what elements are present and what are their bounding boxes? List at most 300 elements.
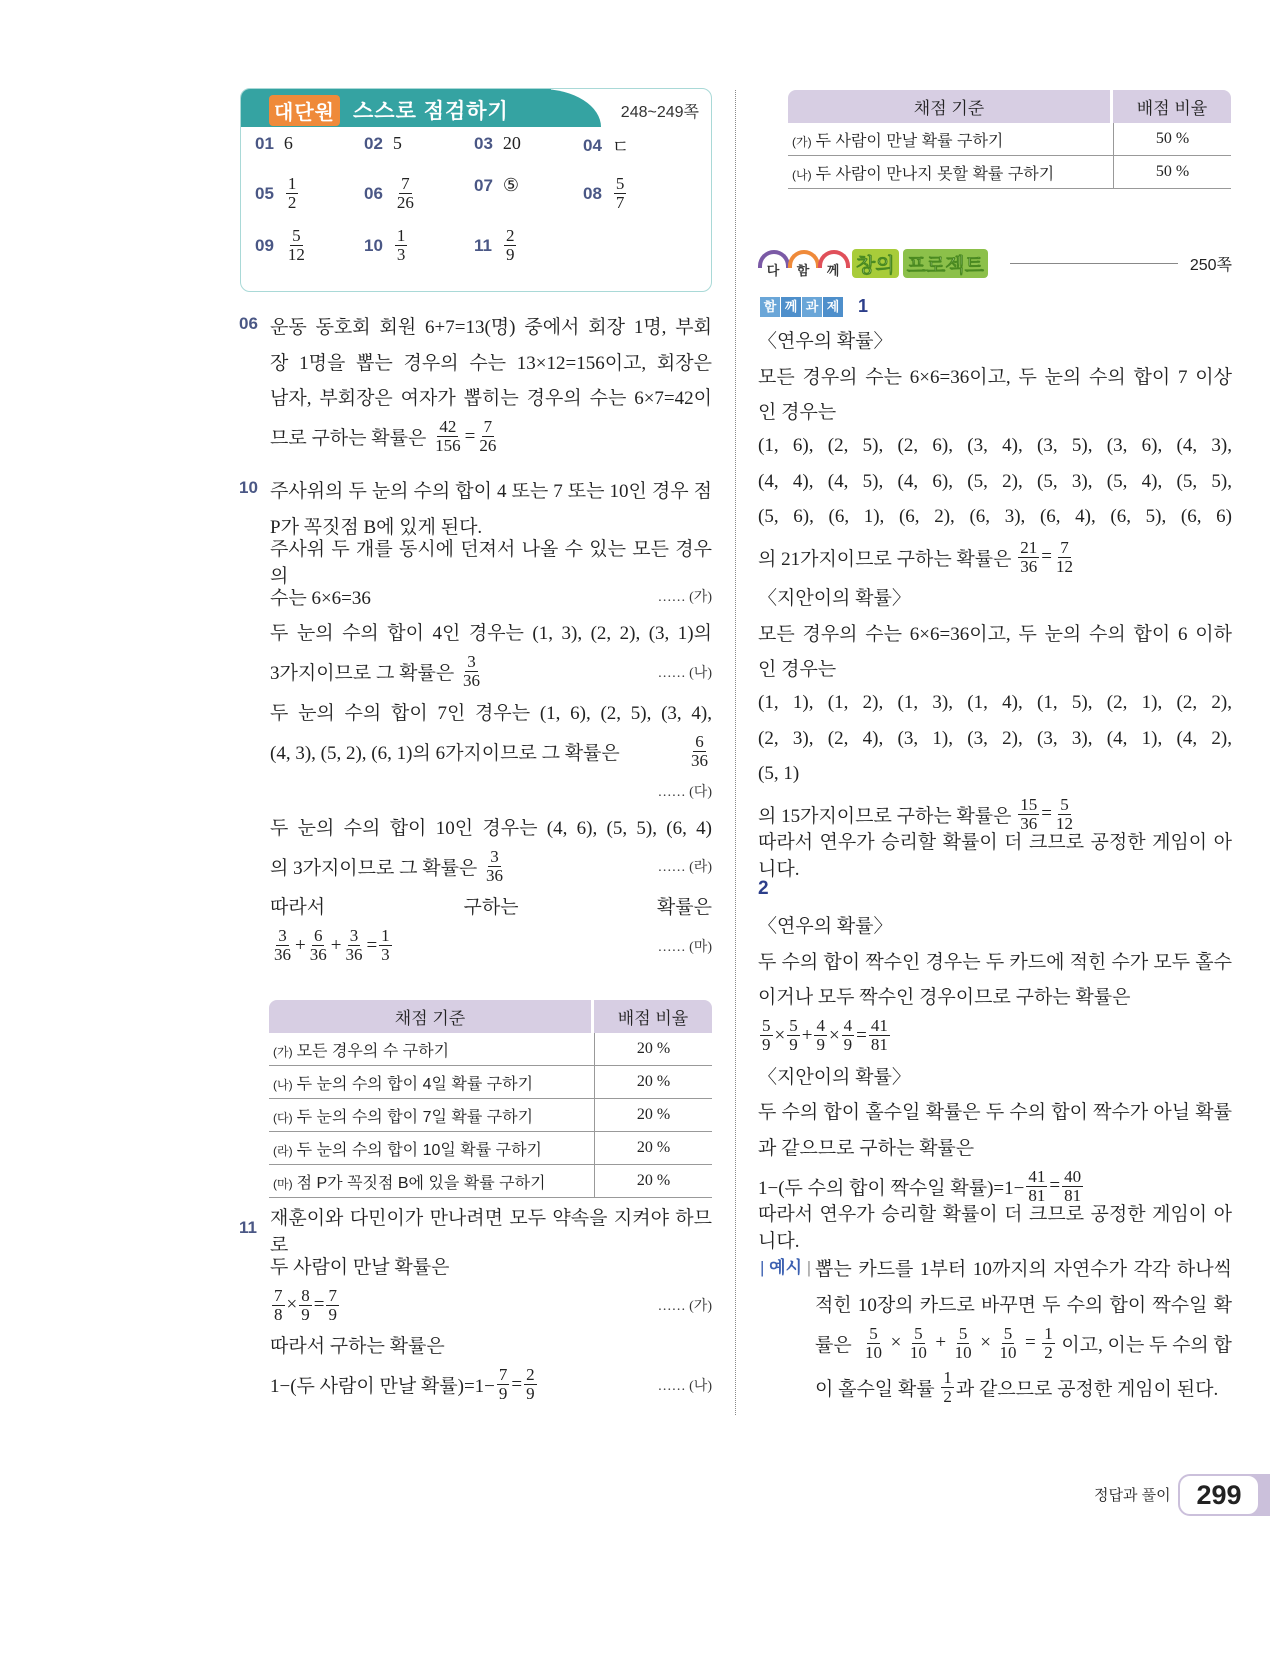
text-segment: 따라서 구하는 확률은: [270, 897, 712, 919]
numerator: 1: [1044, 1323, 1053, 1343]
text-segment: (1, 6), (2, 5), (2, 6), (3, 4), (3, 5), (3, 6), (4, 3),: [758, 435, 1232, 457]
paragraph: [815, 1250, 1232, 1409]
text-segment: 이거나 모두 짝수인 경우이므로 구하는 확률은: [758, 987, 1131, 1009]
text-segment: =: [511, 1373, 523, 1395]
denominator: 3: [396, 245, 406, 264]
answer-item: [364, 227, 409, 264]
step-marker: …… (라): [657, 860, 712, 875]
fraction: [326, 1287, 339, 1324]
column-divider: [735, 90, 736, 1415]
numerator: 7: [483, 417, 493, 436]
answer-value: 5: [392, 133, 402, 153]
text-line: [758, 358, 1232, 394]
numerator: 5: [762, 1016, 771, 1035]
fraction: [286, 227, 307, 264]
answer-number: 05: [255, 183, 274, 203]
fraction: [614, 175, 627, 212]
ratio-cell: 20 %: [594, 1099, 712, 1132]
criterion-label: (가): [273, 1044, 293, 1059]
criterion-cell: [269, 1033, 594, 1066]
ratio-cell: 50 %: [1113, 156, 1231, 189]
denominator: 10: [954, 1342, 972, 1362]
text-line: [758, 907, 1232, 943]
text-segment: 장 1명을 뽑는 경우의 수는 13×12=156이고, 회장은: [270, 352, 712, 374]
answer-item: [474, 175, 519, 196]
fraction: [863, 1325, 884, 1362]
text-line: [758, 831, 1232, 880]
answer-item: [583, 133, 629, 159]
numerator: 15: [1020, 794, 1038, 814]
fraction: [997, 1325, 1018, 1362]
text-segment: 〈지안이의 확률〉: [758, 588, 911, 610]
text-segment: 이 홀수일 확률: [815, 1378, 940, 1400]
fraction: [308, 927, 329, 964]
task-badge-char: 께: [781, 297, 801, 317]
fraction: [689, 733, 710, 770]
solution-06: [239, 308, 712, 459]
answer-value: 20: [502, 133, 521, 153]
numerator: 1: [943, 1367, 952, 1387]
numerator: 2: [526, 1365, 535, 1384]
numerator: 5: [292, 226, 301, 245]
answer-item: [255, 133, 293, 154]
text-segment: =: [464, 425, 476, 447]
text-line: [270, 379, 712, 415]
text-segment: 의 15가지이므로 구하는 확률은: [758, 805, 1017, 827]
question-number: 10: [239, 478, 258, 497]
answer-item: [474, 227, 518, 264]
text-segment: (5, 1): [758, 763, 800, 785]
numerator: 5: [958, 1323, 968, 1343]
fraction: [814, 1017, 827, 1054]
fraction: [908, 1325, 929, 1362]
denominator: 9: [328, 1304, 337, 1324]
answer-summary-box: [240, 88, 712, 292]
text-line: [758, 1014, 1232, 1058]
text-segment: 〈지안이의 확률〉: [758, 1066, 911, 1088]
text-segment: 과 같으므로 공정한 게임이 된다.: [955, 1378, 1219, 1400]
denominator: 9: [301, 1304, 310, 1324]
numerator: 7: [498, 1365, 508, 1384]
denominator: 9: [762, 1035, 771, 1054]
paragraph: [758, 1203, 1232, 1252]
denominator: 81: [1064, 1185, 1082, 1205]
denominator: 81: [870, 1035, 888, 1054]
denominator: 10: [865, 1342, 883, 1362]
answer-value: ㄷ: [611, 137, 630, 157]
step-marker: …… (나): [657, 1378, 712, 1394]
task-number: 1: [858, 296, 869, 316]
denominator: 26: [479, 436, 497, 455]
text-line: [758, 429, 1232, 465]
criterion-cell: [788, 123, 1113, 156]
text-line: [270, 1327, 712, 1363]
answer-value: 6: [283, 133, 293, 153]
text-line: [270, 614, 712, 650]
text-line: [270, 472, 712, 508]
answer-number: 11: [474, 235, 492, 255]
fraction: [1042, 1325, 1055, 1362]
text-segment: 운동 동호회 회원 6+7=13(명) 중에서 회장 1명, 부회: [270, 317, 712, 339]
step-marker: …… (나): [657, 665, 712, 681]
denominator: 12: [1055, 813, 1073, 833]
criterion-text: 두 사람이 만날 확률 구하기: [815, 132, 1004, 150]
numerator: 7: [1060, 537, 1069, 557]
text-line: [758, 535, 1232, 579]
text-line: [270, 888, 712, 924]
fraction: [272, 1287, 285, 1324]
table-row: [269, 1165, 712, 1198]
numerator: 40: [1064, 1166, 1082, 1186]
fraction: [1018, 539, 1039, 576]
numerator: 2: [505, 226, 515, 245]
text-line: [758, 978, 1232, 1014]
criterion-cell: [788, 156, 1113, 189]
text-segment: 따라서 연우가 승리할 확률이 더 크므로 공정한 게임이 아니다.: [758, 1203, 1232, 1252]
text-line: [758, 721, 1232, 757]
ratio-cell: 50 %: [1113, 123, 1231, 156]
step-marker: …… (다): [657, 784, 712, 800]
text-line: [270, 1363, 712, 1407]
text-line: [270, 729, 712, 773]
paragraph: [270, 614, 712, 694]
numerator: 7: [328, 1285, 337, 1305]
answer-number: 04: [583, 136, 602, 155]
criterion-cell: [269, 1132, 594, 1165]
numerator: 7: [401, 174, 410, 193]
criterion-cell: [269, 1066, 594, 1099]
numerator: 3: [278, 926, 287, 945]
criterion-cell: [269, 1165, 594, 1198]
text-line: [758, 757, 1232, 793]
numerator: 4: [843, 1016, 853, 1035]
text-line: [270, 1207, 712, 1256]
numerator: 1: [287, 174, 297, 193]
fraction: [461, 653, 482, 690]
text-line: [758, 1093, 1232, 1129]
criterion-text: 모든 경우의 수 구하기: [296, 1042, 450, 1060]
step-marker: …… (가): [657, 1299, 712, 1314]
denominator: 36: [345, 945, 363, 964]
table-header: 배점 비율: [594, 1000, 712, 1033]
denominator: 12: [287, 245, 305, 264]
paragraph: [758, 943, 1232, 1014]
denominator: 7: [615, 193, 625, 212]
denominator: 8: [274, 1304, 283, 1324]
paragraph: [758, 579, 1232, 615]
project-title-project: 프로젝트: [903, 249, 988, 278]
answer-number: 02: [364, 133, 383, 153]
text-segment: =: [856, 1024, 867, 1046]
denominator: 9: [498, 1384, 508, 1403]
ratio-cell: 20 %: [594, 1033, 712, 1066]
fraction: [272, 927, 293, 964]
text-line: [758, 1129, 1232, 1165]
answer-box-title: 스스로 점검하기: [353, 100, 509, 123]
text-segment: 따라서 연우가 승리할 확률이 더 크므로 공정한 게임이 아니다.: [758, 831, 1232, 880]
text-line: [758, 500, 1232, 536]
denominator: 9: [816, 1035, 825, 1054]
text-line: [758, 322, 1232, 358]
numerator: 21: [1020, 537, 1038, 557]
table-header: 채점 기준: [788, 90, 1113, 123]
fraction: [433, 418, 463, 455]
fraction: [787, 1017, 800, 1054]
scoring-table-10: [269, 1000, 712, 1198]
denominator: 36: [691, 750, 708, 770]
paragraph: [270, 1283, 712, 1327]
paragraph: [758, 1093, 1232, 1164]
solution-10: [239, 472, 712, 968]
project-page-reference: 250쪽: [1189, 256, 1232, 274]
paragraph: [758, 1058, 1232, 1094]
text-line: [758, 464, 1232, 500]
numerator: 7: [274, 1285, 283, 1305]
text-segment: 므로 구하는 확률은: [270, 428, 432, 449]
denominator: 26: [396, 193, 414, 212]
page-reference: 248~249쪽: [620, 104, 699, 121]
text-segment: ×: [828, 1024, 840, 1046]
text-line: [758, 579, 1232, 615]
answer-item: [474, 133, 521, 154]
criterion-text: 두 눈의 수의 합이 4일 확률 구하기: [296, 1075, 534, 1093]
denominator: 36: [1020, 556, 1038, 576]
project-solution: [758, 322, 1232, 1252]
text-segment: ×: [774, 1024, 786, 1046]
footer-label: 정답과 풀이: [1094, 1487, 1171, 1504]
text-line: [758, 393, 1232, 429]
answer-item: [255, 175, 300, 212]
numerator: 5: [869, 1323, 878, 1343]
denominator: 12: [1055, 556, 1073, 576]
paragraph: [758, 831, 1232, 880]
fraction: [379, 927, 392, 964]
numerator: 3: [467, 652, 476, 671]
criterion-label: (나): [792, 167, 812, 182]
text-segment: 3가지이므로 그 확률은: [270, 663, 459, 684]
text-segment: 남자, 부회장은 여자가 뽑히는 경우의 수는 6×7=42이: [270, 388, 712, 410]
text-segment: 두 수의 합이 짝수인 경우는 두 카드에 적힌 수가 모두 홀수: [758, 951, 1232, 973]
denominator: 3: [381, 945, 390, 964]
paragraph: [758, 686, 1232, 793]
paragraph: [270, 538, 712, 614]
paragraph: [758, 322, 1232, 358]
text-line: [270, 809, 712, 845]
table-header: 채점 기준: [269, 1000, 594, 1033]
denominator: 9: [843, 1035, 853, 1054]
fraction: [953, 1325, 974, 1362]
text-segment: 이고, 이는 두 수의 합: [1061, 1334, 1232, 1356]
numerator: 3: [490, 846, 499, 866]
denominator: 36: [462, 671, 480, 690]
text-line: [270, 308, 712, 344]
text-line: [758, 686, 1232, 722]
question-number: 11: [239, 1218, 257, 1237]
criterion-cell: [269, 1099, 594, 1132]
denominator: 36: [1020, 813, 1038, 833]
text-segment: 두 눈의 수의 합이 10인 경우는 (4, 6), (5, 5), (6, 4): [270, 817, 712, 839]
text-segment: 〈연우의 확률〉: [758, 916, 893, 938]
fraction: [395, 175, 416, 212]
denominator: 36: [309, 945, 327, 964]
text-segment: (4, 3), (5, 2), (6, 1)의 6가지이므로 그 확률은: [270, 742, 625, 764]
text-segment: ×: [286, 1294, 298, 1315]
criterion-label: (가): [792, 134, 812, 149]
text-line: [758, 1058, 1232, 1094]
text-segment: 두 사람이 만날 확률은: [270, 1256, 450, 1278]
task-badge-char: 제: [823, 297, 843, 317]
fraction: [497, 1366, 510, 1403]
text-line: [758, 615, 1232, 651]
fraction: [941, 1369, 954, 1406]
fraction: [477, 418, 498, 455]
leader-line: [1010, 263, 1178, 264]
text-line: [270, 1283, 712, 1327]
table-row: [788, 123, 1231, 156]
fraction: [842, 1017, 855, 1054]
text-segment: 1−(두 수의 합이 짝수일 확률)=1−: [758, 1177, 1025, 1199]
paragraph: [758, 358, 1232, 429]
text-segment: 의 3가지이므로 그 확률은: [270, 857, 483, 879]
text-segment: =: [1049, 1175, 1061, 1196]
numerator: 1: [396, 226, 406, 245]
answer-item: [255, 227, 309, 264]
table-row: [269, 1132, 712, 1165]
text-segment: ×: [980, 1332, 991, 1353]
answer-number: 07: [474, 175, 493, 195]
numerator: 4: [816, 1016, 825, 1035]
paragraph: [758, 429, 1232, 580]
numerator: 5: [1003, 1323, 1013, 1343]
fraction: [395, 227, 408, 264]
denominator: 36: [486, 865, 504, 885]
paragraph: [758, 907, 1232, 943]
fraction: [484, 848, 505, 885]
paragraph: [758, 1014, 1232, 1058]
paragraph: [270, 1327, 712, 1363]
criterion-text: 두 눈의 수의 합이 10일 확률 구하기: [296, 1141, 542, 1159]
arch-icon: 다: [758, 250, 788, 276]
text-line: [815, 1365, 1232, 1409]
table-row: [269, 1033, 712, 1066]
criterion-label: (라): [273, 1143, 293, 1158]
fraction: [1054, 539, 1075, 576]
text-segment: 적힌 10장의 카드로 바꾸면 두 수의 합이 짝수일 확: [815, 1294, 1232, 1316]
paragraph: [270, 1207, 712, 1283]
text-line: [270, 415, 712, 459]
text-segment: =: [313, 1294, 325, 1315]
solution-11: [239, 1207, 712, 1407]
step-marker: …… (마): [657, 939, 712, 955]
table-row: [269, 1099, 712, 1132]
text-segment: 1−(두 사람이 만날 확률)=1−: [270, 1376, 495, 1397]
paragraph: [270, 694, 712, 809]
text-line: [270, 844, 712, 888]
fraction: [343, 927, 364, 964]
table-header-row: [269, 1000, 712, 1033]
unit-badge: 대단원: [269, 95, 340, 126]
text-line: [270, 650, 712, 694]
text-line: [815, 1321, 1232, 1365]
fraction: [504, 227, 517, 264]
table-row: [269, 1066, 712, 1099]
task-badge-char: 함: [760, 297, 780, 317]
fraction: [286, 175, 299, 212]
text-segment: (4, 4), (4, 5), (4, 6), (5, 2), (5, 3), (5, 4), (5, 5),: [758, 470, 1232, 492]
text-segment: =: [366, 934, 378, 956]
numerator: 1: [381, 926, 390, 945]
answer-number: 10: [364, 235, 383, 255]
text-segment: +: [801, 1024, 813, 1046]
project-title-creative: 창의: [852, 249, 899, 278]
answer-item: [583, 175, 628, 212]
criterion-text: 두 사람이 만나지 못할 확률 구하기: [815, 165, 1055, 183]
text-segment: (5, 6), (6, 1), (6, 2), (6, 3), (6, 4), (6, 5), (6, 6): [758, 506, 1232, 528]
step-marker: …… (가): [657, 590, 712, 606]
denominator: 2: [1044, 1342, 1053, 1362]
denominator: 10: [909, 1342, 927, 1362]
text-segment: 수는 6×6=36: [270, 587, 371, 609]
denominator: 2: [943, 1386, 952, 1406]
paragraph: [270, 472, 712, 543]
text-segment: 따라서 구하는 확률은: [270, 1336, 445, 1358]
numerator: 3: [349, 926, 359, 945]
text-segment: 과 같으므로 구하는 확률은: [758, 1137, 975, 1159]
fraction: [760, 1017, 773, 1054]
text-segment: 인 경우는: [758, 402, 837, 424]
numerator: 5: [1060, 794, 1069, 814]
text-segment: 인 경우는: [758, 659, 837, 681]
fraction: [524, 1366, 537, 1403]
table-header: 배점 비율: [1113, 90, 1231, 123]
text-segment: (2, 3), (2, 4), (3, 1), (3, 2), (3, 3), (4, 1), (4, 2),: [758, 727, 1232, 749]
denominator: 2: [287, 193, 297, 212]
numerator: 5: [914, 1323, 923, 1343]
text-line: [270, 773, 712, 809]
text-segment: 주사위 두 개를 동시에 던져서 나올 수 있는 모든 경우의: [270, 538, 712, 587]
denominator: 9: [789, 1035, 798, 1054]
scoring-table-11: [788, 90, 1231, 189]
text-segment: 뽑는 카드를 1부터 10까지의 자연수가 각각 하나씩: [815, 1259, 1232, 1281]
paragraph: [270, 308, 712, 459]
numerator: 5: [615, 174, 625, 193]
answer-number: 01: [255, 133, 274, 153]
numerator: 6: [313, 926, 323, 945]
numerator: 6: [695, 731, 704, 751]
criterion-label: (마): [273, 1176, 293, 1191]
text-line: [758, 943, 1232, 979]
text-line: [758, 650, 1232, 686]
text-segment: 모든 경우의 수는 6×6=36이고, 두 눈의 수의 합이 7 이상: [758, 366, 1232, 388]
text-segment: 두 수의 합이 홀수일 확률은 두 수의 합이 짝수가 아닐 확률: [758, 1102, 1232, 1124]
denominator: 156: [435, 436, 461, 455]
text-segment: P가 꼭짓점 B에 있게 된다.: [270, 516, 483, 538]
task-badge-char: 과: [802, 297, 822, 317]
text-segment: +: [935, 1332, 947, 1353]
answer-number: 06: [364, 183, 383, 203]
criterion-text: 두 눈의 수의 합이 7일 확률 구하기: [296, 1108, 534, 1126]
answer-item: [364, 175, 418, 212]
ratio-cell: 20 %: [594, 1066, 712, 1099]
text-segment: 〈연우의 확률〉: [758, 331, 893, 353]
text-segment: +: [330, 934, 342, 956]
ratio-cell: 20 %: [594, 1165, 712, 1198]
table-header-row: [788, 90, 1231, 123]
paragraph: [270, 888, 712, 968]
denominator: 10: [999, 1342, 1017, 1362]
text-line: [270, 344, 712, 380]
task-heading: [760, 296, 868, 317]
